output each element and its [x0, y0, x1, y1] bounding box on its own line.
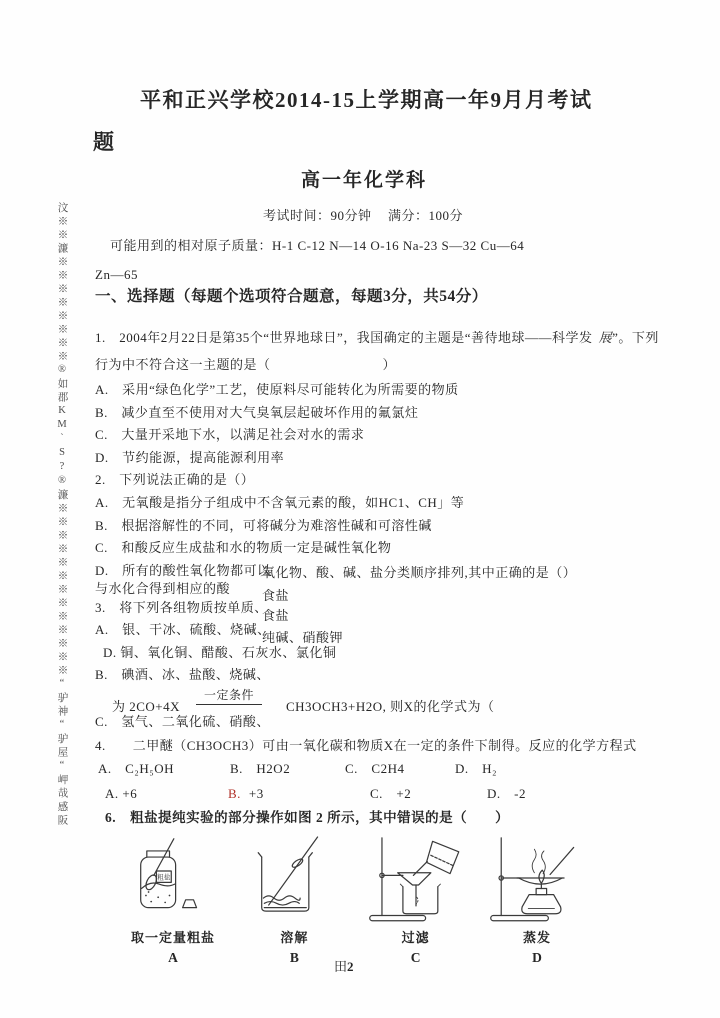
q1-stem-a: 1. 2004年2月22日是第35个“世界地球日”，我国确定的主题是“善待地球——科学发	[95, 330, 593, 345]
q2-option-a: A. 无氧酸是指分子组成中不含氧元素的酸，如HC1、CH」等	[95, 495, 465, 510]
q3-salt-2: 食盐	[262, 608, 290, 623]
figure-d-label: 蒸发	[522, 930, 551, 945]
q2-option-d-line2: 与水化合得到相应的酸	[95, 581, 231, 596]
figure-item-d	[480, 830, 594, 966]
q3-option-a: A. 银、干冰、硫酸、烧碱、	[95, 622, 271, 637]
q4-equation-right: CH3OCH3+H2O, 则X的化学式为（	[286, 699, 495, 714]
q5-option-b-value: +3	[248, 786, 264, 801]
q4-option-d: D. H₂	[455, 761, 498, 776]
page-title-wrap: 题	[93, 130, 116, 154]
figure-item-c	[359, 830, 473, 966]
figure-b-letter: B	[289, 950, 299, 965]
q1-stem2-close: ）	[382, 357, 397, 372]
q1-stem-line1	[95, 331, 659, 346]
figure-2-row	[116, 830, 594, 966]
atomic-masses-line: 可能用到的相对原子质量：H-1 C-12 N—14 O-16 Na-23 S—32 Cu—64	[110, 238, 525, 253]
q4-option-a: A. C₂H₅OH	[98, 761, 175, 776]
page-title: 平和正兴学校2014-15上学期高一年9月月考试	[140, 88, 593, 112]
q1-option-d: D. 节约能源，提高能源利用率	[95, 450, 285, 465]
q4-stem: 4. 二甲醚（CH3OCH3）可由一氧化碳和物质X在一定的条件下制得。反应的化学方程式	[95, 738, 637, 753]
q3-option-d: D. 铜、氧化铜、醋酸、石灰水、氯化铜	[103, 645, 337, 660]
q4-reaction-condition: 一定条件	[196, 686, 262, 705]
atomic-masses-cont: Zn—65	[95, 267, 138, 282]
figure-item-b	[237, 830, 351, 966]
figure-a-letter: A	[168, 950, 178, 965]
q3-right-fragment: 氧化物、酸、碱、盐分类顺序排列,其中正确的是（）	[262, 565, 577, 580]
figure-2-caption	[334, 956, 354, 975]
q1-stem-italic: 展	[598, 330, 613, 345]
figure-c-label: 过滤	[401, 930, 430, 945]
q1-stem2-open: 行为中不符合这一主题的是（	[95, 357, 271, 372]
q3-salt-1: 食盐	[262, 588, 290, 603]
jar-label-text: 粗盐	[157, 874, 171, 882]
q3-option-c: C. 氢气、二氧化硫、硝酸、	[95, 714, 270, 729]
q3-soda-fragment: 纯碱、硝酸钾	[262, 630, 344, 645]
figure-caption-prefix: 田	[334, 959, 348, 974]
q2-option-c: C. 和酸反应生成盐和水的物质一定是碱性氧化物	[95, 540, 392, 555]
q6-stem: 6. 粗盐提纯实验的部分操作如图 2 所示，其中错误的是（ ）	[105, 810, 510, 825]
q4-option-c: C. C2H4	[345, 761, 405, 776]
q2-option-d-line1: D. 所有的酸性氧化物都可以	[95, 563, 271, 578]
full-score-label: 满分：100分	[388, 208, 464, 223]
figure-caption-number: 2	[347, 959, 354, 974]
q5-option-d: D. -2	[487, 786, 526, 801]
q3-stem: 3. 将下列各组物质按单质、	[95, 600, 268, 615]
q5-option-b-letter: B.	[228, 786, 241, 801]
figure-a-label: 取一定量粗盐	[130, 930, 215, 945]
q2-option-b: B. 根据溶解性的不同，可将碱分为难溶性碱和可溶性碱	[95, 518, 432, 533]
q5-option-a: A. +6	[105, 786, 138, 801]
jar-with-spatula-icon	[125, 830, 221, 926]
left-margin-watermark: 汶※※濂※※※※※※※※®如郡KM`S?®濂※※※※※※※※※※※※※“驴神“驴屋“岬哉感阪	[56, 202, 68, 828]
subject-title: 高一年化学科	[301, 170, 428, 191]
q4-option-b: B. H2O2	[230, 761, 291, 776]
q1-option-c: C. 大量开采地下水，以满足社会对水的需求	[95, 427, 365, 442]
evaporation-setup-icon	[489, 830, 585, 926]
beaker-stirring-icon	[246, 830, 342, 926]
figure-b-label: 溶解	[280, 930, 309, 945]
figure-item-a	[116, 830, 230, 966]
q5-option-b	[228, 787, 264, 802]
q5-option-c: C. +2	[370, 786, 412, 801]
q1-stem-line2	[95, 358, 396, 373]
filtration-setup-icon	[368, 830, 464, 926]
figure-c-letter: C	[410, 950, 421, 965]
q3-option-b: B. 碘酒、冰、盐酸、烧碱、	[95, 667, 270, 682]
figure-d-letter: D	[532, 950, 542, 965]
q1-option-b: B. 减少直至不使用对大气臭氧层起破坏作用的氟氯炷	[95, 405, 419, 420]
exam-time-label: 考试时间：90分钟	[263, 208, 372, 223]
q4-equation-left: 为 2CO+4X	[112, 699, 181, 714]
section-heading: 一、选择题（每题个选项符合题意，每题3分，共54分）	[95, 288, 488, 305]
q1-stem-b: ”。下列	[612, 330, 659, 345]
q2-stem: 2. 下列说法正确的是（）	[95, 472, 255, 487]
q1-option-a: A. 采用“绿色化学”工艺，使原料尽可能转化为所需要的物质	[95, 382, 459, 397]
